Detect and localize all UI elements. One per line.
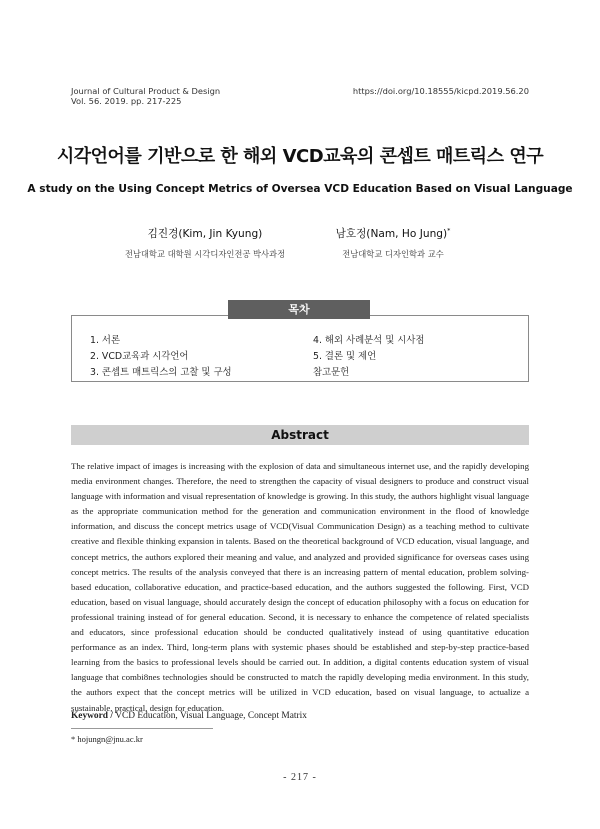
corresponding-author-mark: * bbox=[447, 226, 451, 235]
title-korean: 시각언어를 기반으로 한 해외 VCD교육의 콘셉트 매트릭스 연구 bbox=[56, 146, 544, 167]
journal-header bbox=[71, 86, 220, 106]
author-2 bbox=[318, 226, 468, 260]
author-1-affiliation: 전남대학교 대학원 시각디자인전공 박사과정 bbox=[124, 249, 286, 259]
author-2-name: 남호정(Nam, Ho Jung) bbox=[335, 228, 448, 240]
toc-item: 2. VCD교육과 시각언어 bbox=[90, 351, 189, 362]
keyword-separator: / bbox=[107, 711, 116, 721]
keyword-label: Keyword bbox=[71, 711, 108, 721]
toc-column-1 bbox=[90, 333, 232, 381]
author-1 bbox=[110, 226, 300, 260]
abstract-body: The relative impact of images is increasing with the explosion of data and simultaneous internet use, and the rapidly developing media environment changes. Therefore, the need to strengthen the capacity of visual designers to produce and construct visual language with information and visual representation of knowledge is growing. In this study, the authors highlight visual language as the appropriate communication method for the generation and communication environment in the flood of knowledge information, and discuss the concept metrics usage of VCD(Visual Communication Design) as a teaching method to cultivate creative and flexible thinking expansion in talents. Based on the theoretical background of VCD education, visual language, and concept metrics, the authors explored their meaning and value, and analyzed and provided significance for overseas cases using concept metrics. The results of the analysis conveyed that there is an increasing pattern of mental education, problem solving-based education, collaborative education, and practice-based education, and the authors suggested the following. First, VCD education, based on visual language, should accurately design the concept of education philosophy with a focus on education for professional training instead of for general education. Second, it is necessary to enhance the competence of related specialists and educators, since professional education should be conducted qualitatively instead of using quantitative education performance as an index. Third, long-term plans with systemic phases should be established and step-by-step practice-based learning from the basics to professional levels should be carried out. In addition, a digital contents education system of visual language that combi8nes technologies should be constructed to match the rapidly developing media environment. In this study, the authors expect that the concept metrics will be utilized in VCD education, based on visual language, to actualize a sustainable, practical, design for education. bbox=[71, 461, 529, 713]
journal-name: Journal of Cultural Product & Design bbox=[71, 86, 221, 96]
keyword-values: VCD Education, Visual Language, Concept Matrix bbox=[115, 711, 307, 721]
abstract-heading: Abstract bbox=[71, 425, 529, 445]
author-2-affiliation: 전남대학교 디자인학과 교수 bbox=[342, 249, 444, 259]
keywords-line bbox=[71, 711, 307, 721]
author-1-name: 김진경(Kim, Jin Kyung) bbox=[147, 228, 263, 240]
toc-item: 5. 결론 및 제언 bbox=[313, 351, 377, 362]
toc-item: 4. 해외 사례분석 및 시사점 bbox=[313, 335, 425, 346]
page-number: - 217 - bbox=[283, 772, 317, 783]
toc-column-2 bbox=[313, 333, 424, 381]
footnote-email: * hojungn@jnu.ac.kr bbox=[71, 734, 143, 744]
toc-item: 3. 콘셉트 매트릭스의 고찰 및 구성 bbox=[90, 367, 232, 378]
toc-item: 참고문헌 bbox=[313, 367, 350, 378]
footnote-divider bbox=[71, 728, 213, 729]
toc-item: 1. 서론 bbox=[90, 335, 121, 346]
doi-link[interactable]: https://doi.org/10.18555/kicpd.2019.56.20 bbox=[352, 86, 529, 96]
toc-title: 목차 bbox=[228, 300, 370, 319]
journal-volume: Vol. 56. 2019. pp. 217-225 bbox=[71, 96, 182, 106]
title-english: A study on the Using Concept Metrics of Oversea VCD Education Based on Visual Language bbox=[27, 183, 573, 195]
